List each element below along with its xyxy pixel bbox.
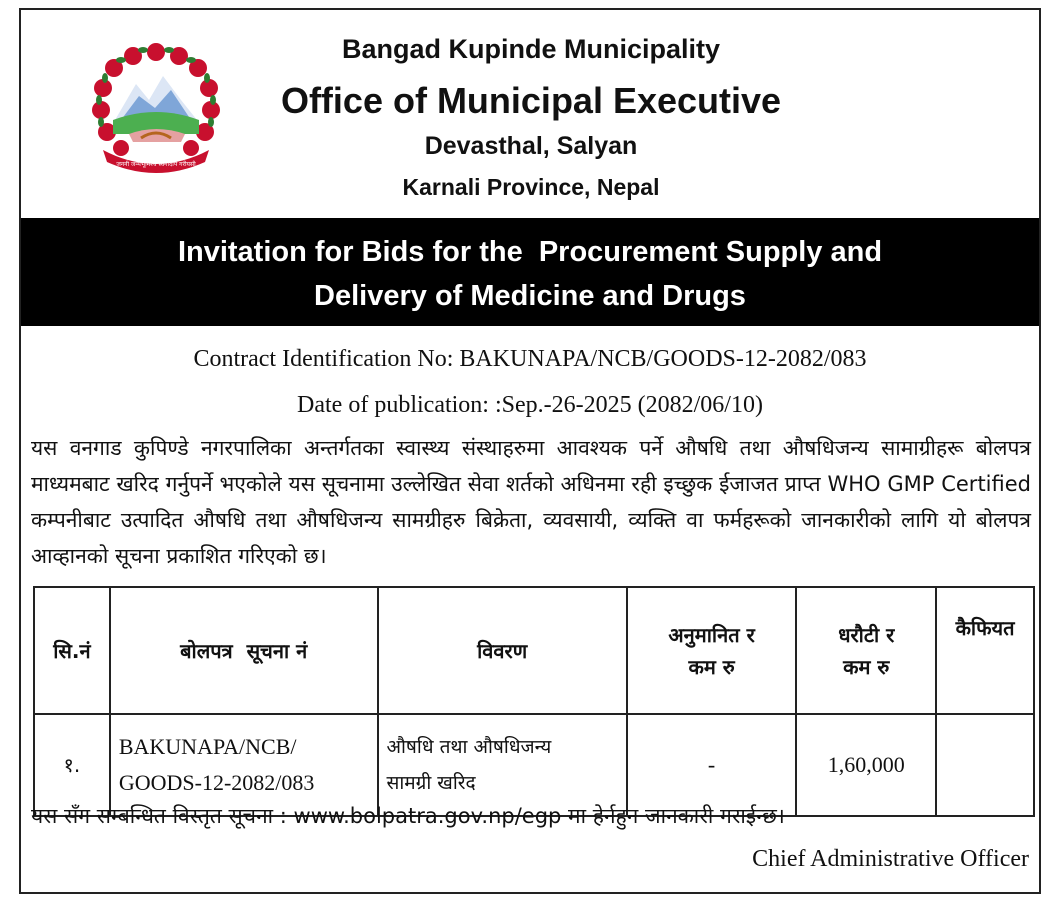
table-header-row (34, 587, 1034, 714)
cell-sn: १. (34, 714, 110, 816)
municipality-name: Bangad Kupinde Municipality (341, 34, 720, 64)
signature: Chief Administrative Officer (752, 846, 1029, 872)
col-header-notice-no: बोलपत्र सूचना नं (110, 587, 378, 714)
estimate-header-line-1: अनुमानित र (668, 622, 755, 647)
col-header-sn: सि.नं (34, 587, 110, 714)
col-header-description: विवरण (378, 587, 627, 714)
cell-estimate: - (627, 714, 797, 816)
deposit-header-line-1: धरौटी र (838, 622, 895, 647)
description-line-1: औषधि तथा औषधिजन्य (386, 736, 552, 758)
cell-notice-no (110, 714, 378, 816)
cell-remarks (936, 714, 1034, 816)
notice-no-line-1: BAKUNAPA/NCB/ (118, 734, 297, 759)
notice-frame (19, 8, 1041, 894)
contract-id: Contract Identification No: BAKUNAPA/NCB/GOODS-12-2082/083 (193, 346, 867, 372)
col-header-deposit (796, 587, 936, 714)
cell-description (378, 714, 627, 816)
col-header-estimate (627, 587, 797, 714)
description-line-2: सामग्री खरिद (386, 772, 476, 794)
banner-line-2: Delivery of Medicine and Drugs (314, 280, 746, 312)
publication-date: Date of publication: :Sep.-26-2025 (2082/06/10) (297, 392, 763, 418)
emblem-motto: जननी जन्मभूमिश्च स्वर्गादपि गरीयसी (116, 161, 196, 168)
deposit-header-line-2: कम रु (843, 654, 890, 679)
bid-table (33, 586, 1035, 817)
footer-info: यस सँग सम्बन्धित विस्तृत सूचना : www.bolpatra.gov.np/egp मा हेर्नहुन जानकारी गराईन्छ। (31, 804, 785, 828)
cell-deposit: 1,60,000 (796, 714, 936, 816)
office-name: Office of Municipal Executive (280, 80, 782, 121)
notice-header (21, 10, 1039, 218)
office-province: Karnali Province, Nepal (402, 174, 660, 200)
notice-title-banner (21, 218, 1039, 326)
notice-body: यस वनगाड कुपिण्डे नगरपालिका अन्तर्गतका स्वास्थ्य संस्थाहरुमा आवश्यक पर्ने औषधि तथा औषधिजन्य सामाग्रीहरू बोलपत्र माध्यमबाट खरिद गर्नुपर्ने भएकोले यस सूचनामा उल्लेखित सेवा शर्तको अधिनमा रही इच्छुक ईजाजत प्राप्त WHO GMP Certified कम्पनीबाट उत्पादित औषधि तथा औषधिजन्य सामग्रीहरु बिक्रेता, व्यवसायी, व्यक्ति वा फर्महरूको जानकारीको लागि यो बोलपत्र आव्हानको सूचना प्रकाशित गरिएको छ। (31, 436, 1031, 568)
col-header-remarks: कैफियत (936, 587, 1034, 714)
notice-no-line-2: GOODS-12-2082/083 (118, 770, 315, 795)
table-row (34, 714, 1034, 816)
estimate-header-line-2: कम रु (688, 654, 735, 679)
office-location: Devasthal, Salyan (424, 132, 638, 160)
nepal-emblem-icon (81, 38, 231, 178)
banner-line-1: Invitation for Bids for the Procurement Supply and (177, 236, 883, 268)
